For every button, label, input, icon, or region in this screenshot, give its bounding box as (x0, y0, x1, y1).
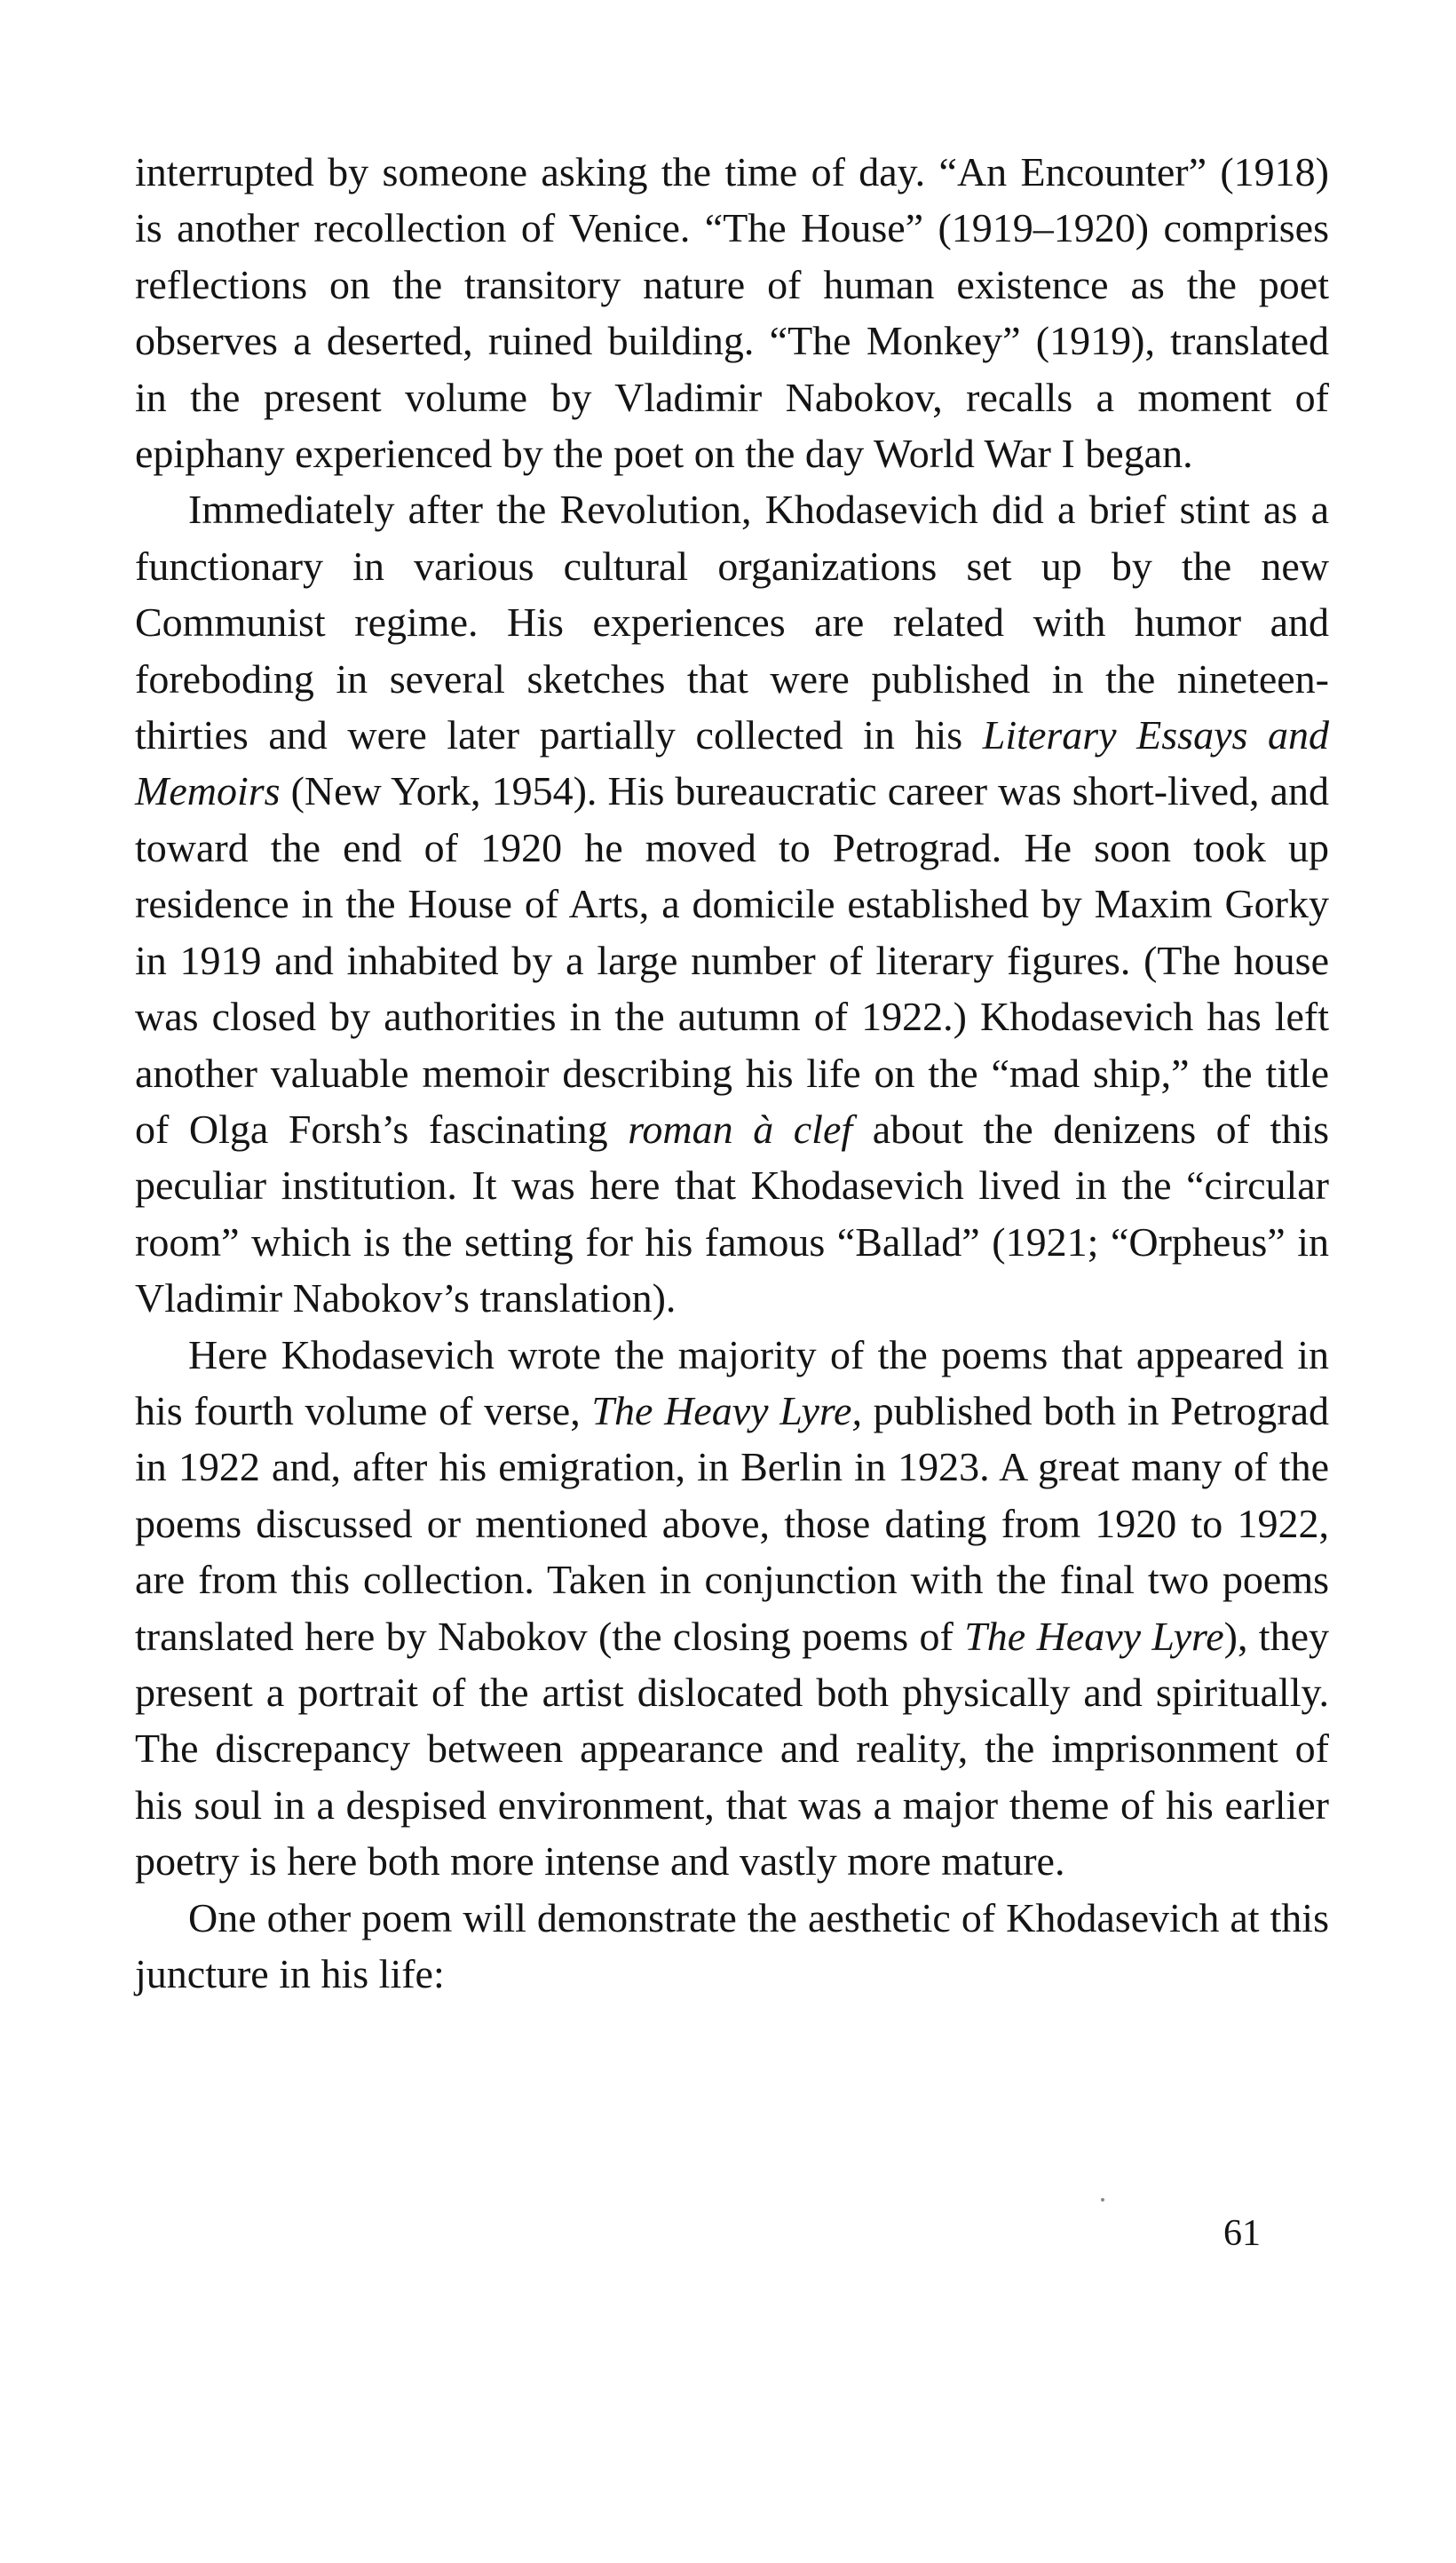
text-run: Here Khodasevich wrote the majority of the poems that appeared in his fourth volume of verse, (135, 1331, 1329, 1433)
text-run: about the denizens of this peculiar institution. It was here that Khodasevich lived in the “circular room” which is the setting for his famous “Ballad” (1921; “Orpheus” in Vladimir Nabokov’s translation). (135, 1106, 1330, 1321)
paragraph (135, 144, 1329, 481)
print-speck (1101, 2198, 1104, 2202)
body-text (135, 144, 1329, 2002)
text-run: ), they present a portrait of the artist dislocated both physically and spiritually. The discrepancy between appearance and reality, the imprisonment of his soul in a despised environment, that was a major theme of his earlier poetry is here both more intense and vastly more mature. (135, 1613, 1330, 1885)
text-run: published both in Petrograd in 1922 and, after his emigration, in Berlin in 1923. A great many of the poems discussed or mentioned above, those dating from 1920 to 1922, are from this collection. Taken in conjunction with the final two poems translated here by Nabokov (the closing poems of (135, 1387, 1330, 1659)
text-run: interrupted by someone asking the time of day. “An Encounter” (1918) is another recollection of Venice. “The House” (1919–1920) comprises reflections on the transitory nature of human existence as the poet observes a deserted, ruined building. “The Monkey” (1919), translated in the present volume by Vladimir Nabokov, recalls a moment of epiphany experienced by the poet on the day World War I began. (135, 149, 1329, 477)
text-run: One other poem will demonstrate the aesthetic of Khodasevich at this juncture in his life: (135, 1894, 1329, 1996)
italic-phrase: roman à clef (628, 1106, 853, 1152)
text-run: Immediately after the Revolution, Khodasevich did a brief stint as a functionary in various cultural organizations set up by the new Communist regime. His experiences are related with humor and foreboding in several sketches that were published in the nineteen-thirties and were later partially collected in his (135, 487, 1329, 758)
text-run: (New York, 1954). His bureaucratic career was short-lived, and toward the end of 1920 he moved to Petrograd. He soon took up residence in the House of Arts, a domicile established by Maxim Gorky in 1919 and inhabited by a large number of literary figures. (The house was closed by authorities in the autumn of 1922.) Khodasevich has left another valuable memoir describing his life on the “mad ship,” the title of Olga Forsh’s fascinating (135, 768, 1329, 1152)
page-number: 61 (1223, 2213, 1261, 2254)
paragraph (135, 1327, 1329, 1890)
book-title-italic: The Heavy Lyre, (591, 1387, 862, 1433)
paragraph (135, 481, 1329, 1326)
paragraph (135, 1890, 1329, 2003)
book-title-italic: The Heavy Lyre (964, 1613, 1224, 1659)
book-title-italic: Literary Essays and Memoirs (135, 712, 1329, 814)
